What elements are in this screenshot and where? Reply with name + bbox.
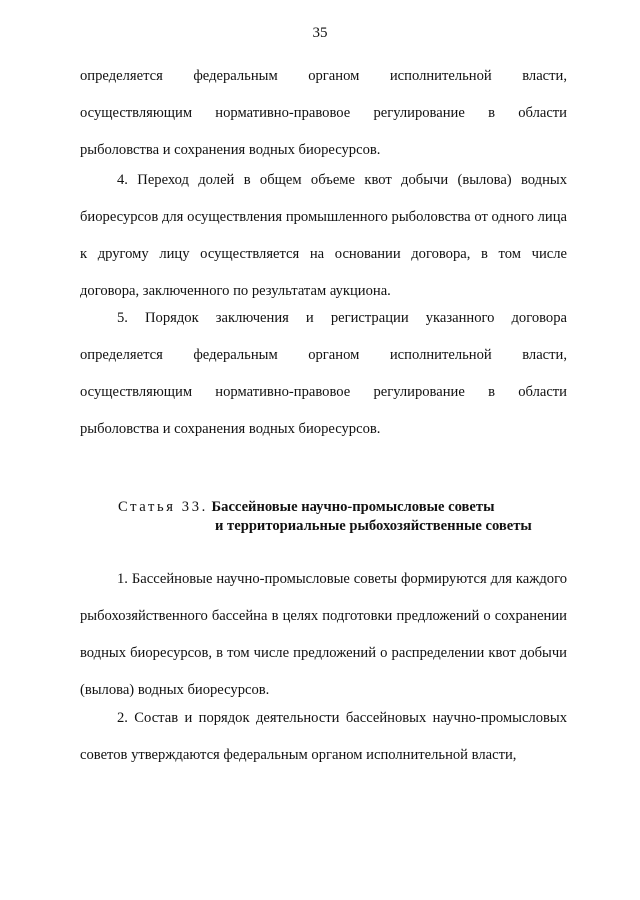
page-number: 35 [312,25,328,41]
paragraph-item-4: 4. Переход долей в общем объеме квот добычи (вылова) водных биоресурсов для осуществления промышленного рыболовства от одного лица к другому лицу осуществляется на основании договора, в том числе договора, заключенного по результатам аукциона. [80,172,567,299]
article-heading-line-1 [118,498,494,517]
article-title-line-1: Бассейновые научно-промысловые советы [211,499,495,515]
paragraph-continuation: определяется федеральным органом исполнительной власти, осуществляющим нормативно-правовое регулирование в области рыболовства и сохранения водных биоресурсов. [80,68,567,158]
article-number: Статья 33. [118,499,208,515]
article-paragraph-1: 1. Бассейновые научно-промысловые советы формируются для каждого рыбохозяйственного бассейна в целях подготовки предложений о сохранении водных биоресурсов, в том числе предложений о распределении квот добычи (вылова) водных биоресурсов. [80,571,567,698]
article-title-line-2: и территориальные рыбохозяйственные советы [215,518,532,534]
article-paragraph-2: 2. Состав и порядок деятельности бассейновых научно-промысловых советов утверждаются федеральным органом исполнительной власти, [80,710,567,763]
paragraph-item-5: 5. Порядок заключения и регистрации указанного договора определяется федеральным органом исполнительной власти, осуществляющим нормативно-правовое регулирование в области рыболовства и сохранения водных биоресурсов. [80,310,567,437]
